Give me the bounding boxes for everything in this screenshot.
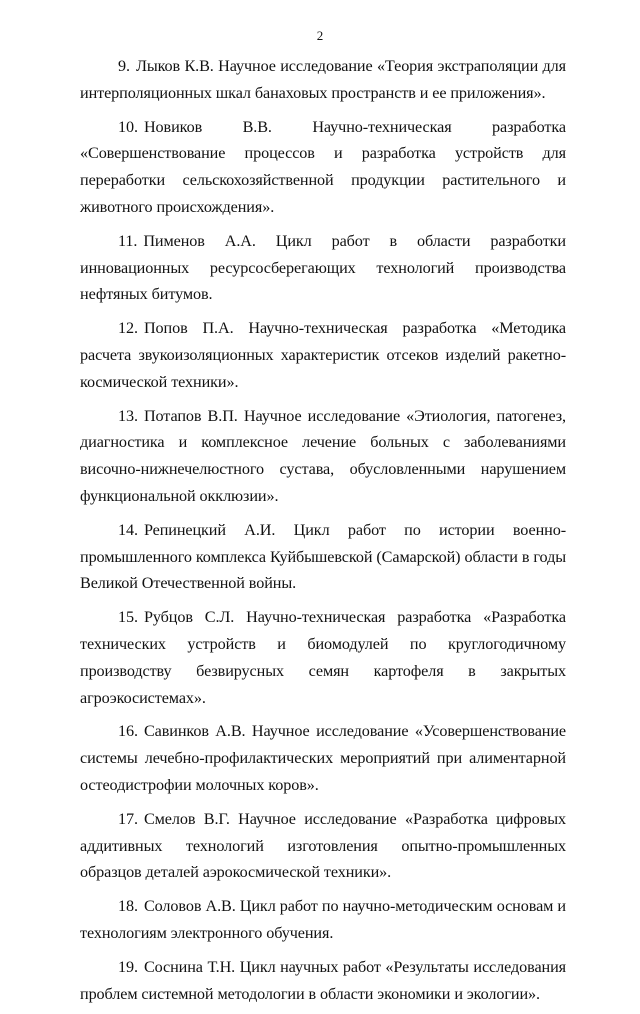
- item-text: Савинков А.В. Научное исследование «Усовершенствование системы лечебно-профилактических мероприятий при алиментарной остеодистрофии молочных коров».: [80, 722, 566, 794]
- item-text: Рубцов С.Л. Научно-техническая разработка «Разработка технических устройств и биомодулей по круглогодичному производству безвирусных семян картофеля в закрытых агроэкосистемах».: [80, 608, 566, 707]
- item-text: Соловов А.В. Цикл работ по научно-методическим основам и технологиям электронного обучения.: [80, 897, 566, 942]
- item-number: 10.: [118, 117, 138, 136]
- list-item: [80, 954, 566, 1008]
- item-text: Репинецкий А.И. Цикл работ по истории военно-промышленного комплекса Куйбышевской (Самарской) области в годы Великой Отечественной войны.: [80, 520, 566, 593]
- list-item: [80, 228, 566, 308]
- item-number: 14.: [118, 520, 138, 539]
- list-item: [80, 893, 566, 947]
- item-number: 17.: [118, 809, 138, 828]
- list-item: [80, 806, 566, 886]
- item-number: 18.: [118, 897, 138, 916]
- item-number: 19.: [118, 957, 138, 976]
- list-item: [80, 517, 566, 597]
- item-text: Лыков К.В. Научное исследование «Теория экстраполяции для интерполяционных шкал банаховых пространств и ее приложения».: [80, 57, 566, 102]
- award-list: [80, 53, 566, 1014]
- list-item: [80, 604, 566, 711]
- item-text: Новиков В.В. Научно-техническая разработка «Совершенствование процессов и разработка устройств для переработки сельскохозяйственной продукции растительного и животного происхождения».: [80, 117, 566, 216]
- list-item: [80, 315, 566, 395]
- item-number: 11.: [118, 231, 138, 250]
- item-text: Смелов В.Г. Научное исследование «Разработка цифровых аддитивных технологий изготовления опытно-промышленных образцов деталей аэрокосмической техники».: [80, 809, 566, 882]
- item-number: 16.: [118, 722, 138, 741]
- item-text: Пименов А.А. Цикл работ в области разработки инновационных ресурсосберегающих технологий производства нефтяных битумов.: [80, 231, 566, 304]
- item-number: 9.: [118, 57, 130, 75]
- list-item: [80, 718, 566, 798]
- list-item: [80, 53, 566, 107]
- list-item: [80, 403, 566, 510]
- item-number: 15.: [118, 608, 138, 627]
- item-number: 13.: [118, 406, 138, 425]
- item-number: 12.: [118, 319, 138, 338]
- page-number: 2: [316, 28, 324, 43]
- list-item: [80, 114, 566, 221]
- item-text: Соснина Т.Н. Цикл научных работ «Результаты исследования проблем системной методологии в области экономики и экологии».: [80, 957, 566, 1003]
- item-text: Попов П.А. Научно-техническая разработка «Методика расчета звукоизоляционных характеристик отсеков изделий ракетно-космической техники».: [80, 319, 566, 391]
- item-text: Потапов В.П. Научное исследование «Этиология, патогенез, диагностика и комплексное лечение больных с заболеваниями височно-нижнечелюстного сустава, обусловленными нарушением функциональной окклюзии».: [80, 406, 566, 505]
